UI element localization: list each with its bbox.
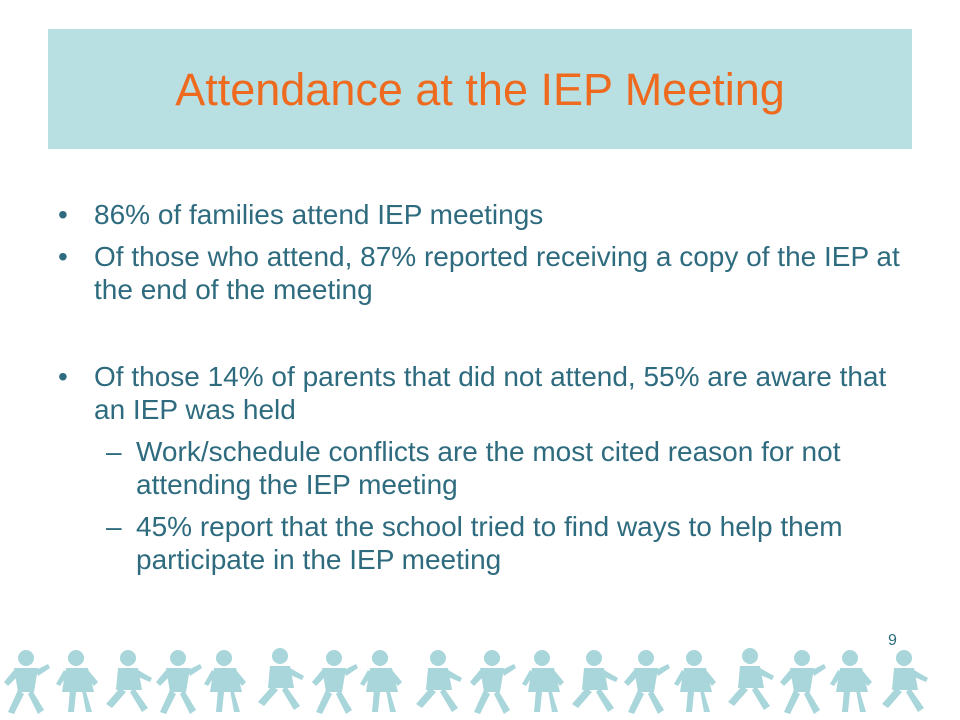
bullet-item [58, 240, 918, 306]
bullet-item [58, 198, 918, 231]
dash-glyph: – [106, 511, 122, 542]
slide-title: Attendance at the IEP Meeting [175, 64, 785, 115]
dash-glyph: – [106, 436, 122, 467]
bullet-text: Of those who attend, 87% reported receiving a copy of the IEP at the end of the meeting [94, 241, 900, 305]
slide-body [58, 198, 918, 585]
page-number: 9 [888, 632, 897, 649]
spacer [58, 315, 918, 360]
bullet-glyph: • [58, 241, 68, 272]
sub-bullet-item [58, 435, 918, 501]
bullet-text: Of those 14% of parents that did not attend, 55% are aware that an IEP was held [94, 361, 887, 425]
bullet-text: 86% of families attend IEP meetings [94, 199, 544, 230]
sub-bullet-item [58, 510, 918, 576]
bullet-item [58, 360, 918, 426]
sub-bullet-text: 45% report that the school tried to find ways to help them participate in the IEP meeting [136, 511, 843, 575]
sub-bullet-text: Work/schedule conflicts are the most cited reason for not attending the IEP meeting [136, 436, 841, 500]
bullet-glyph: • [58, 199, 68, 230]
bullet-glyph: • [58, 361, 68, 392]
children-silhouettes-icon [0, 640, 960, 720]
